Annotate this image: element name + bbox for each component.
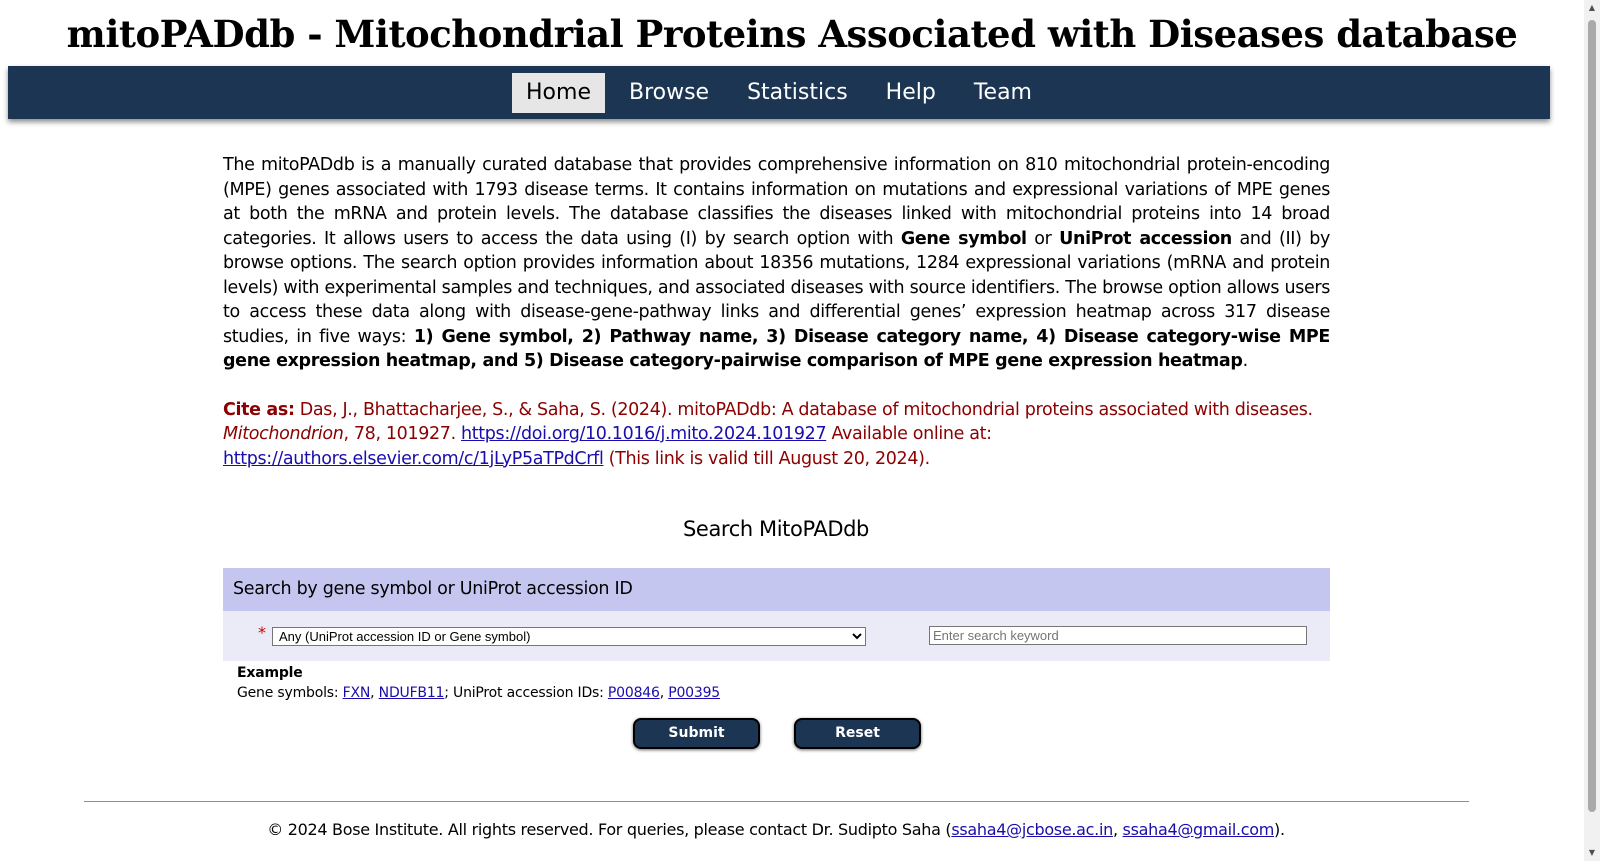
cite-text-4: (This link is valid till August 20, 2024). xyxy=(603,448,930,469)
search-heading: Search MitoPADdb xyxy=(683,517,869,541)
citation xyxy=(223,398,1330,472)
footer-text-2: ). xyxy=(1274,820,1285,839)
main-nav xyxy=(8,66,1550,119)
example-uniprot-p00846-link[interactable]: P00846 xyxy=(607,685,660,701)
reset-button[interactable]: Reset xyxy=(794,718,921,749)
footer-divider xyxy=(84,801,1469,802)
footer xyxy=(0,820,1552,839)
intro-bold-gene-symbol: Gene symbol xyxy=(900,228,1027,249)
intro-text-4: . xyxy=(1242,351,1248,371)
nav-browse[interactable]: Browse xyxy=(628,79,710,105)
search-box xyxy=(223,568,1330,661)
online-link[interactable]: https://authors.elsevier.com/c/1jLyP5aTPdCrfl xyxy=(223,448,604,469)
main-content xyxy=(223,153,1330,471)
search-type-select[interactable] xyxy=(272,627,866,646)
required-mark: * xyxy=(258,623,266,642)
search-example xyxy=(237,663,720,703)
search-input[interactable] xyxy=(929,626,1307,645)
example-uniprot-prefix: ; UniProt accession IDs: xyxy=(444,685,608,701)
footer-text-1: © 2024 Bose Institute. All rights reserved. For queries, please contact Dr. Sudipto Saha ( xyxy=(267,820,952,839)
search-box-title: Search by gene symbol or UniProt accession ID xyxy=(223,568,1330,611)
example-sep-1: , xyxy=(370,685,379,701)
example-label: Example xyxy=(237,665,303,681)
page-scrollbar[interactable] xyxy=(1584,0,1600,861)
nav-statistics[interactable]: Statistics xyxy=(747,79,848,105)
intro-bold-browse-ways: 1) Gene symbol, 2) Pathway name, 3) Disease category name, 4) Disease category-wise MPE gene expression heatmap, and 5) Disease category-pairwise comparison of MPE gene expression heatmap xyxy=(223,326,1330,371)
example-sep-2: , xyxy=(659,685,669,701)
cite-text-1: Das, J., Bhattacharjee, S., & Saha, S. (2024). mitoPADdb: A database of mitochondrial proteins associated with diseases. xyxy=(294,399,1313,420)
intro-text-2: or xyxy=(1026,228,1060,249)
site-title: mitoPADdb - Mitochondrial Proteins Associated with Diseases database xyxy=(66,12,1518,56)
nav-team[interactable]: Team xyxy=(973,79,1032,105)
cite-text-3: Available online at: xyxy=(826,424,992,444)
cite-label: Cite as: xyxy=(223,399,295,420)
example-uniprot-p00395-link[interactable]: P00395 xyxy=(668,685,720,701)
example-gene-ndufb11-link[interactable]: NDUFB11 xyxy=(378,685,445,701)
intro-text-3: and (II) by browse options. The search option provides information about 18356 mutations, 1284 expressional variations (mRNA and protein levels) with experimental samples and techniques, and associated diseases with source identifiers. The browse option allows users to access these data along with disease-gene-pathway links and differential genes’ expression heatmap across 317 disease studies, in five ways: xyxy=(223,228,1330,347)
nav-home[interactable]: Home xyxy=(512,73,605,113)
footer-email-gmail-link[interactable]: ssaha4@gmail.com xyxy=(1122,820,1275,839)
example-gene-prefix: Gene symbols: xyxy=(237,685,343,701)
submit-button[interactable]: Submit xyxy=(633,718,760,749)
scrollbar-thumb[interactable] xyxy=(1588,20,1596,812)
intro-bold-uniprot: UniProt accession xyxy=(1059,228,1232,249)
footer-email-jcbose-link[interactable]: ssaha4@jcbose.ac.in xyxy=(951,820,1113,839)
cite-text-2: , 78, 101927. xyxy=(343,424,462,444)
example-gene-fxn-link[interactable]: FXN xyxy=(342,685,371,701)
nav-help[interactable]: Help xyxy=(885,79,936,105)
scroll-down-arrow-icon[interactable]: ▼ xyxy=(1588,848,1596,857)
scroll-up-arrow-icon[interactable]: ▲ xyxy=(1588,3,1596,12)
search-row xyxy=(223,611,1330,661)
intro-paragraph xyxy=(223,153,1330,374)
cite-journal: Mitochondrion xyxy=(223,424,344,444)
intro-text-1: The mitoPADdb is a manually curated database that provides comprehensive information on 810 mitochondrial protein-encoding (MPE) genes associated with 1793 disease terms. It contains information on mutations and expressional variations of MPE genes at both the mRNA and protein levels. The database classifies the diseases linked with mitochondrial proteins into 14 broad categories. It allows users to access the data using (I) by search option with xyxy=(223,155,1330,249)
footer-sep: , xyxy=(1112,820,1123,839)
doi-link[interactable]: https://doi.org/10.1016/j.mito.2024.101927 xyxy=(461,424,827,444)
